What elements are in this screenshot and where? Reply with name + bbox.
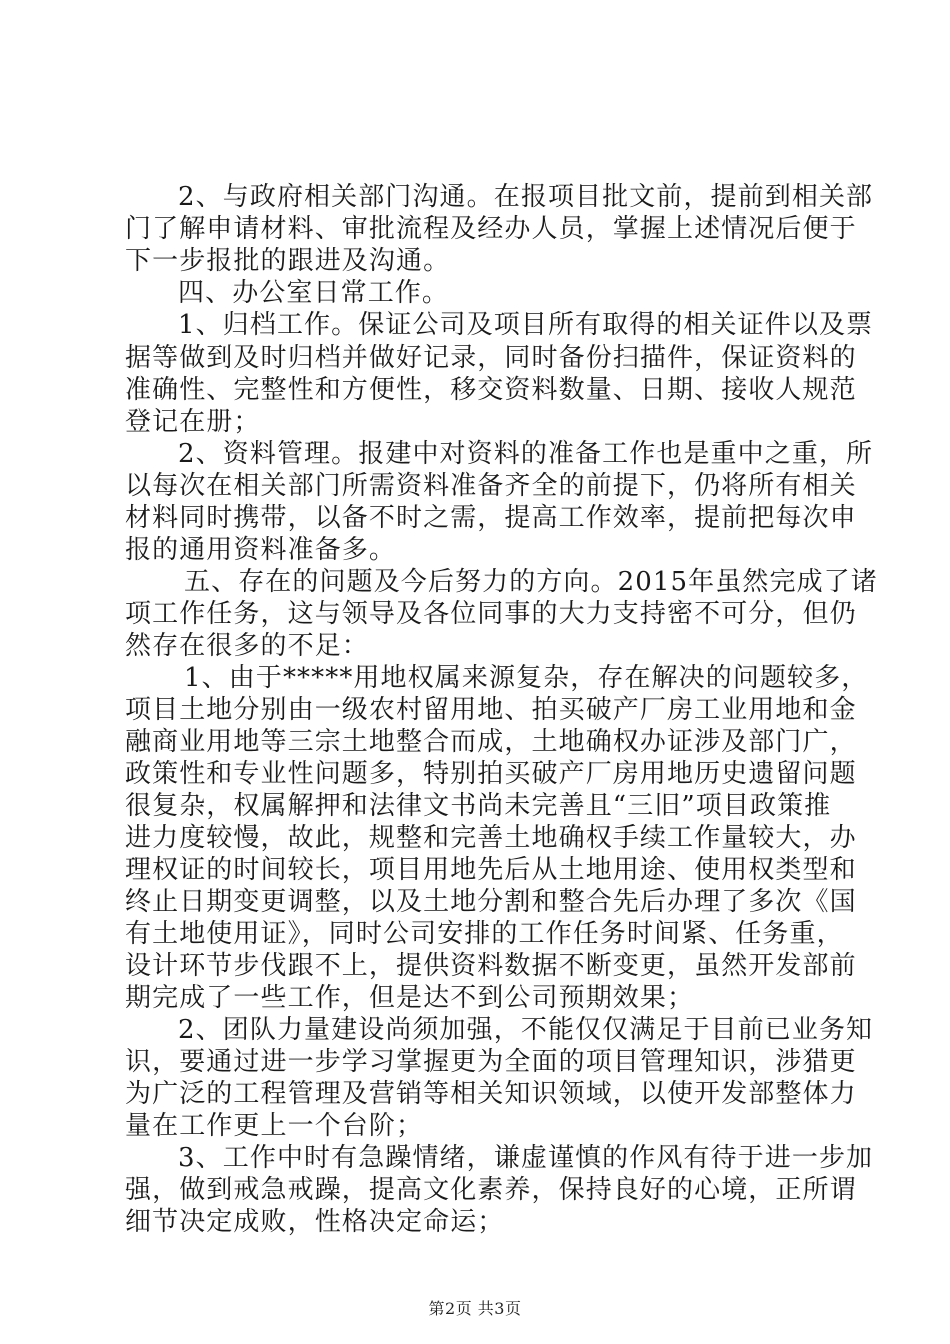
paragraph-line: 量在工作更上一个台阶；: [125, 1111, 424, 1141]
paragraph-line: 1、归档工作。保证公司及项目所有取得的相关证件以及票: [178, 310, 874, 340]
paragraph-line: 识，要通过进一步学习掌握更为全面的项目管理知识，涉猎更: [125, 1047, 857, 1077]
paragraph-line: 项工作任务，这与领导及各位同事的大力支持密不可分，但仍: [125, 599, 857, 629]
paragraph-line: 理权证的时间较长，项目用地先后从土地用途、使用权类型和: [125, 855, 857, 885]
paragraph-line: 1、由于*****用地权属来源复杂，存在解决的问题较多，: [184, 663, 869, 693]
paragraph-line: 很复杂，权属解押和法律文书尚未完善且“三旧”项目政策推: [125, 791, 832, 821]
paragraph-line: 报的通用资料准备多。: [125, 535, 397, 565]
paragraph-line: 设计环节步伐跟不上，提供资料数据不断变更，虽然开发部前: [125, 951, 857, 981]
paragraph-line: 进力度较慢，故此，规整和完善土地确权手续工作量较大，办: [125, 823, 857, 853]
page-number-footer: 第2页 共3页: [428, 1299, 522, 1318]
paragraph-line: 然存在很多的不足：: [125, 631, 369, 661]
paragraph-line: 细节决定成败，性格决定命运；: [125, 1207, 505, 1237]
paragraph-line: 门了解申请材料、审批流程及经办人员，掌握上述情况后便于: [125, 214, 857, 244]
section-heading: 五、存在的问题及今后努力的方向。2015年虽然完成了诸: [184, 567, 878, 597]
paragraph-line: 2、团队力量建设尚须加强，不能仅仅满足于目前已业务知: [178, 1015, 874, 1045]
paragraph-line: 材料同时携带，以备不时之需，提高工作效率，提前把每次申: [125, 503, 857, 533]
paragraph-line: 2、资料管理。报建中对资料的准备工作也是重中之重，所: [178, 439, 874, 469]
paragraph-line: 下一步报批的跟进及沟通。: [125, 246, 451, 276]
paragraph-line: 政策性和专业性问题多，特别拍买破产厂房用地历史遗留问题: [125, 759, 857, 789]
paragraph-line: 准确性、完整性和方便性，移交资料数量、日期、接收人规范: [125, 375, 857, 405]
paragraph-line: 终止日期变更调整，以及土地分割和整合先后办理了多次《国: [125, 887, 857, 917]
paragraph-line: 融商业用地等三宗土地整合而成，土地确权办证涉及部门广，: [125, 727, 857, 757]
section-heading: 四、办公室日常工作。: [178, 278, 450, 308]
paragraph-line: 据等做到及时归档并做好记录，同时备份扫描件，保证资料的: [125, 343, 857, 373]
paragraph-line: 3、工作中时有急躁情绪，谦虚谨慎的作风有待于进一步加: [178, 1143, 874, 1173]
paragraph-line: 为广泛的工程管理及营销等相关知识领域，以使开发部整体力: [125, 1079, 857, 1109]
paragraph-line: 以每次在相关部门所需资料准备齐全的前提下，仍将所有相关: [125, 471, 857, 501]
paragraph-line: 项目土地分别由一级农村留用地、拍买破产厂房工业用地和金: [125, 695, 857, 725]
paragraph-line: 期完成了一些工作，但是达不到公司预期效果；: [125, 983, 695, 1013]
paragraph-line: 2、与政府相关部门沟通。在报项目批文前，提前到相关部: [178, 182, 874, 212]
paragraph-line: 有土地使用证》，同时公司安排的工作任务时间紧、任务重，: [125, 919, 844, 949]
paragraph-line: 登记在册；: [125, 407, 261, 437]
paragraph-line: 强，做到戒急戒躁，提高文化素养，保持良好的心境，正所谓: [125, 1175, 857, 1205]
